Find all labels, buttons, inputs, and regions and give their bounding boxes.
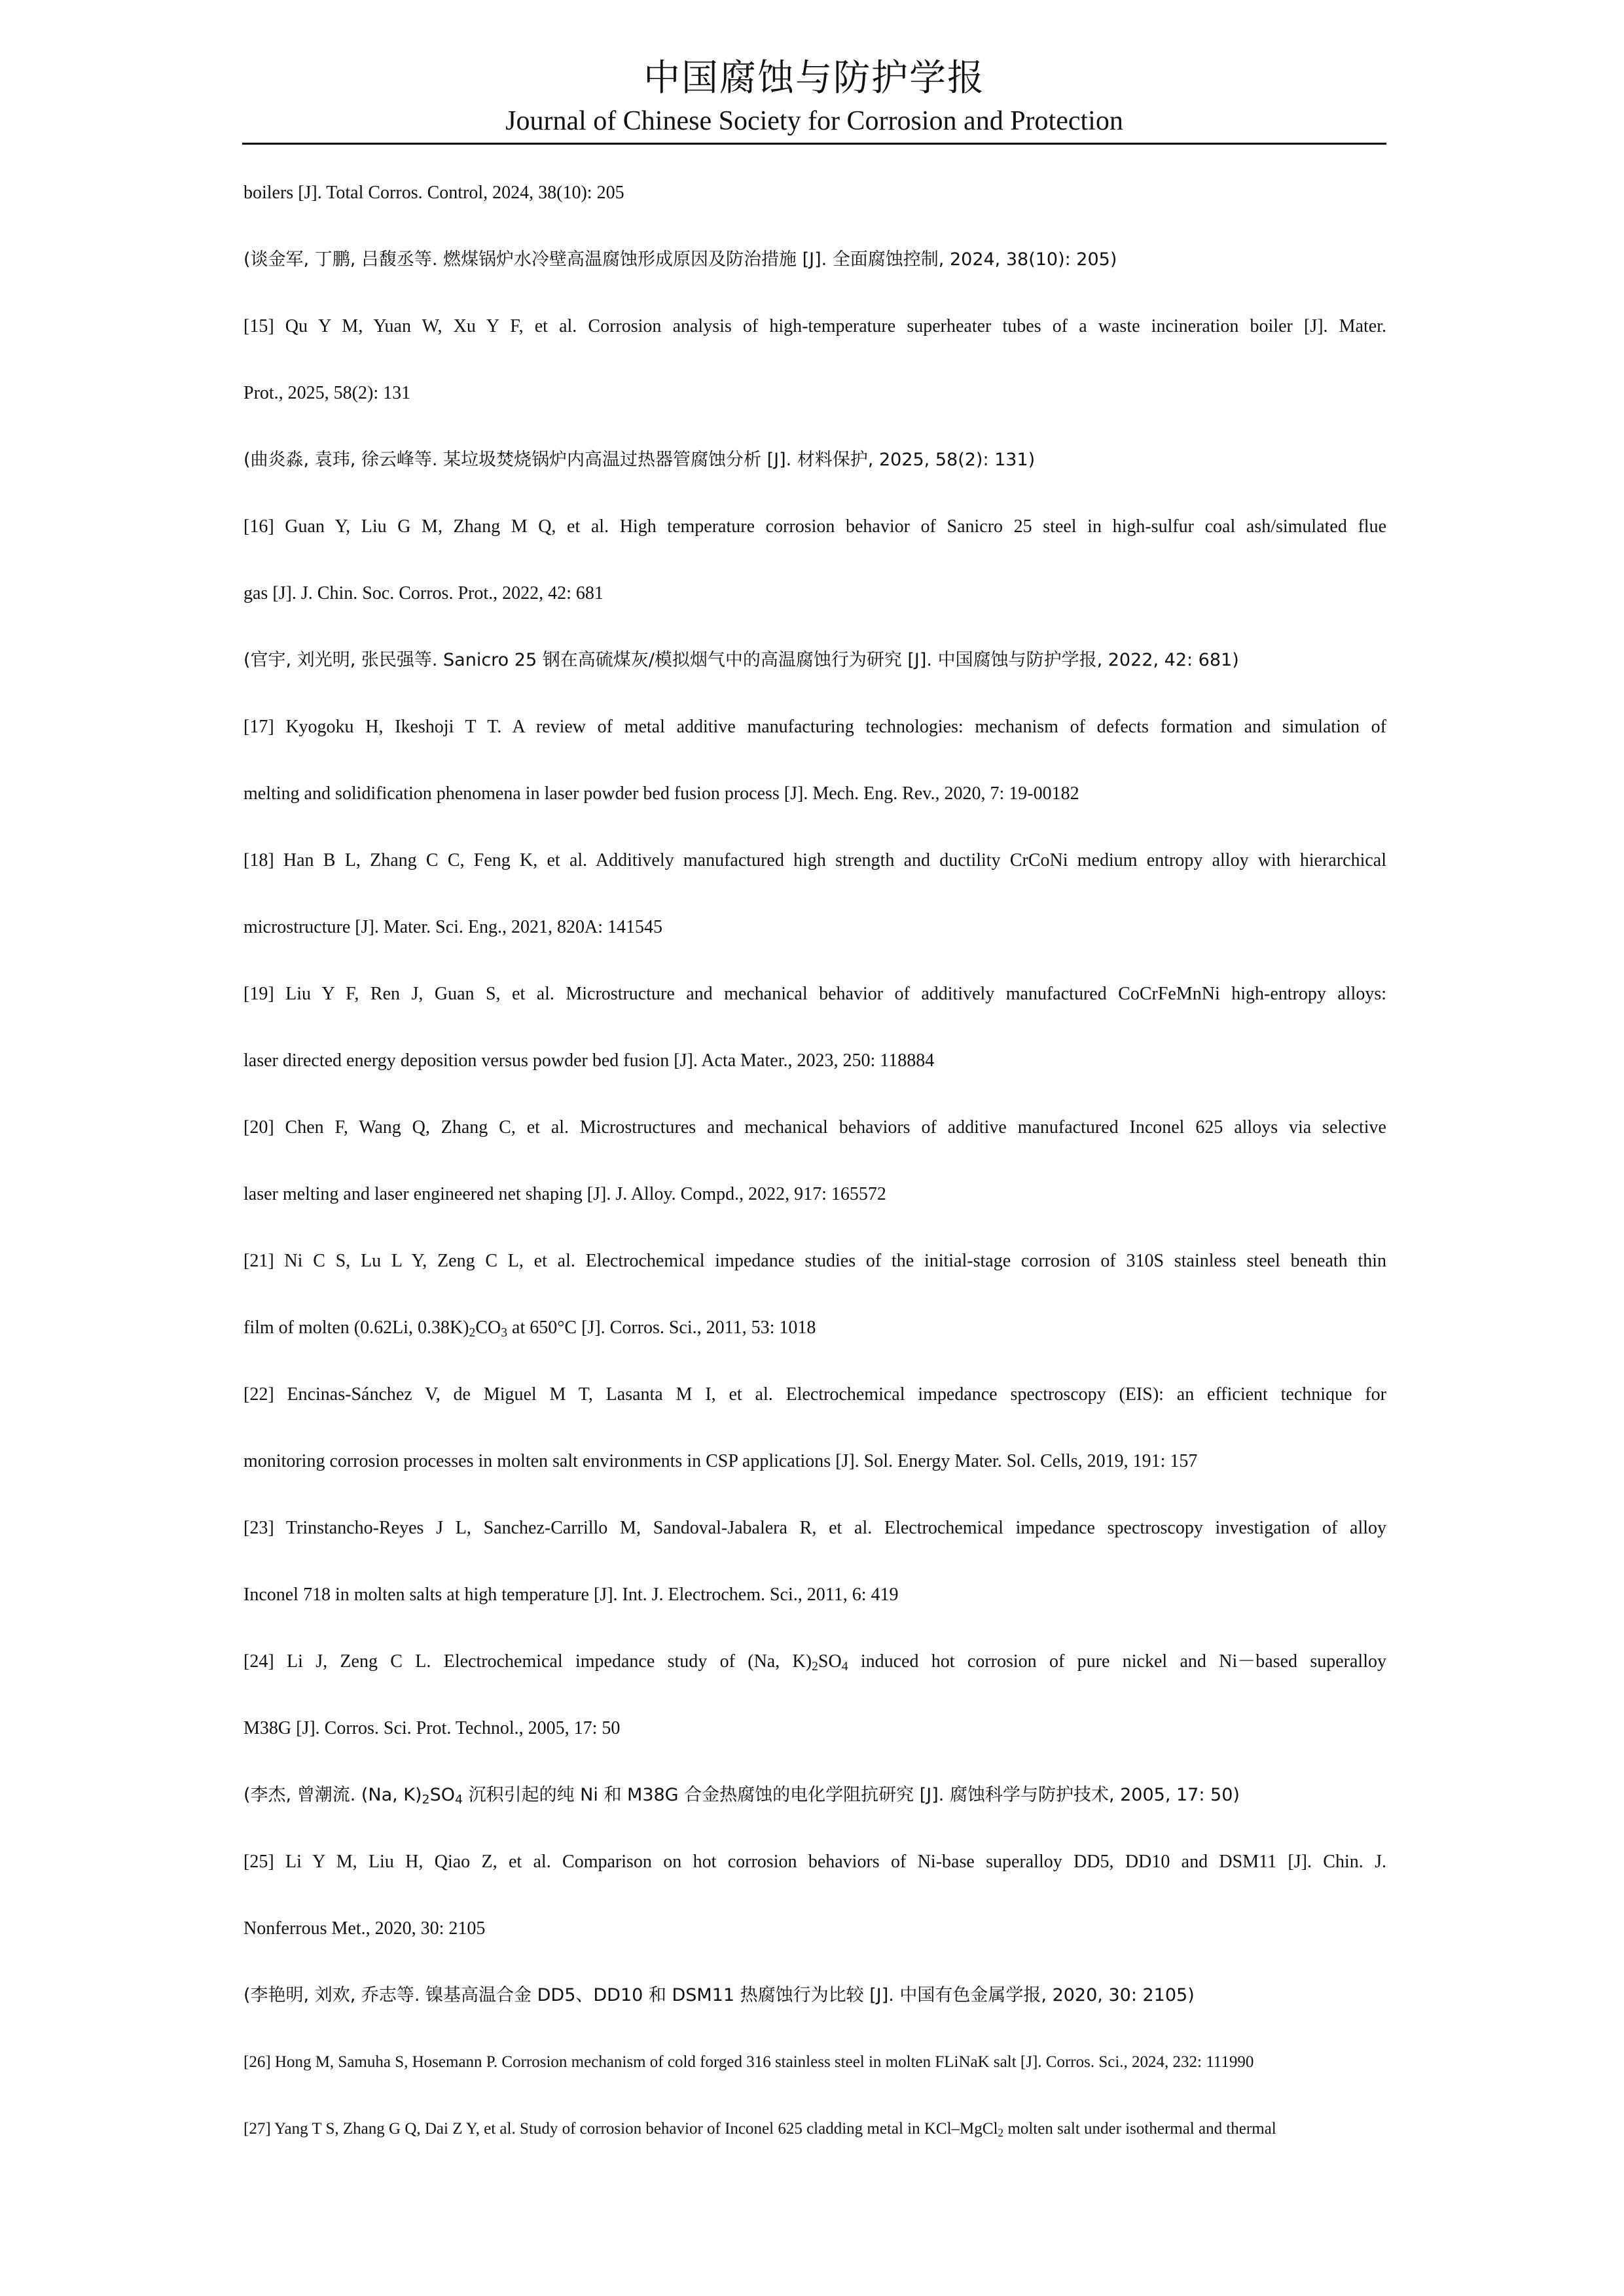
reference-line: laser melting and laser engineered net shaping [J]. J. Alloy. Compd., 2022, 917: 165572 <box>244 1184 886 1204</box>
subscript: 4 <box>841 1659 848 1674</box>
reference-line: [15] Qu Y M, Yuan W, Xu Y F, et al. Corrosion analysis of high-temperature superheater tubes of a waste incineration boiler [J]. Mater. <box>244 316 1386 336</box>
reference-line: (官宇, 刘光明, 张民强等. Sanicro 25 钢在高硫煤灰/模拟烟气中的高温腐蚀行为研究 [J]. 中国腐蚀与防护学报, 2022, 42: 681) <box>244 650 1239 670</box>
text-segment: 沉积引起的纯 Ni 和 M38G 合金热腐蚀的电化学阻抗研究 [J]. 腐蚀科学与防护技术, 2005, 17: 50) <box>463 1785 1240 1805</box>
reference-line: (谈金军, 丁鹏, 吕馥丞等. 燃煤锅炉水冷壁高温腐蚀形成原因及防治措施 [J]. 全面腐蚀控制, 2024, 38(10): 205) <box>244 249 1117 270</box>
reference-line: microstructure [J]. Mater. Sci. Eng., 2021, 820A: 141545 <box>244 917 663 937</box>
reference-line <box>244 2096 1386 2162</box>
reference-line: [22] Encinas-Sánchez V, de Miguel M T, Lasanta M I, et al. Electrochemical impedance spectroscopy (EIS): an efficient technique for <box>244 1384 1386 1405</box>
text-segment: at 650°C [J]. Corros. Sci., 2011, 53: 1018 <box>507 1318 816 1338</box>
reference-line: gas [J]. J. Chin. Soc. Corros. Prot., 2022, 42: 681 <box>244 583 604 603</box>
journal-title-cn: 中国腐蚀与防护学报 <box>643 57 985 99</box>
reference-line: [25] Li Y M, Liu H, Qiao Z, et al. Comparison on hot corrosion behaviors of Ni-base superalloy DD5, DD10 and DSM11 [J]. Chin. J. <box>244 1852 1386 1872</box>
text-segment: [27] Yang T S, Zhang G Q, Dai Z Y, et al. Study of corrosion behavior of Inconel 625 cladding metal in KCl–MgCl <box>244 2120 998 2138</box>
subscript: 2 <box>469 1325 476 1340</box>
reference-line: [23] Trinstancho-Reyes J L, Sanchez-Carrillo M, Sandoval-Jabalera R, et al. Electrochemical impedance spectroscopy investigation of alloy <box>244 1518 1386 1538</box>
subscript: 2 <box>422 1792 430 1807</box>
reference-line: monitoring corrosion processes in molten salt environments in CSP applications [J]. Sol. Energy Mater. Sol. Cells, 2019, 191: 157 <box>244 1451 1198 1471</box>
reference-line: [19] Liu Y F, Ren J, Guan S, et al. Microstructure and mechanical behavior of additively manufactured CoCrFeMnNi high-entropy alloys: <box>244 984 1386 1004</box>
reference-line <box>244 1762 1386 1829</box>
reference-list <box>244 160 1386 2162</box>
text-segment: molten salt under isothermal and thermal <box>1003 2120 1276 2138</box>
text-segment: induced hot corrosion of pure nickel and Ni－based superalloy <box>848 1651 1386 1672</box>
reference-line: (曲炎淼, 袁玮, 徐云峰等. 某垃圾焚烧锅炉内高温过热器管腐蚀分析 [J]. 材料保护, 2025, 58(2): 131) <box>244 450 1036 470</box>
reference-line: (李艳明, 刘欢, 乔志等. 镍基高温合金 DD5、DD10 和 DSM11 热腐蚀行为比较 [J]. 中国有色金属学报, 2020, 30: 2105) <box>244 1985 1195 2005</box>
journal-header <box>242 52 1386 137</box>
reference-line: Prot., 2025, 58(2): 131 <box>244 383 411 403</box>
text-segment: SO <box>429 1785 455 1805</box>
text-segment: SO <box>818 1651 842 1672</box>
reference-line: [20] Chen F, Wang Q, Zhang C, et al. Microstructures and mechanical behaviors of additive manufactured Inconel 625 alloys via selective <box>244 1117 1386 1138</box>
reference-line: [26] Hong M, Samuha S, Hosemann P. Corrosion mechanism of cold forged 316 stainless steel in molten FLiNaK salt [J]. Corros. Sci., 2024, 232: 111990 <box>244 2053 1254 2071</box>
text-segment: CO <box>475 1318 501 1338</box>
subscript: 3 <box>501 1325 508 1340</box>
text-segment: film of molten (0.62Li, 0.38K) <box>244 1318 469 1338</box>
reference-line <box>244 1628 1386 1695</box>
reference-line <box>244 1295 1386 1361</box>
reference-line: M38G [J]. Corros. Sci. Prot. Technol., 2005, 17: 50 <box>244 1718 621 1738</box>
reference-line: [18] Han B L, Zhang C C, Feng K, et al. Additively manufactured high strength and ductility CrCoNi medium entropy alloy with hierarchical <box>244 850 1386 870</box>
reference-line: [16] Guan Y, Liu G M, Zhang M Q, et al. High temperature corrosion behavior of Sanicro 25 steel in high-sulfur coal ash/simulated flue <box>244 516 1386 537</box>
reference-line: [17] Kyogoku H, Ikeshoji T T. A review of metal additive manufacturing technologies: mechanism of defects formation and simulation of <box>244 717 1386 737</box>
header-rule <box>242 143 1386 145</box>
text-segment: (李杰, 曾潮流. (Na, K) <box>244 1785 422 1805</box>
reference-line: [21] Ni C S, Lu L Y, Zeng C L, et al. Electrochemical impedance studies of the initial-stage corrosion of 310S stainless steel beneath thin <box>244 1251 1386 1271</box>
journal-title-en: Journal of Chinese Society for Corrosion and Protection <box>505 106 1123 136</box>
subscript: 4 <box>454 1792 463 1807</box>
text-segment: [24] Li J, Zeng C L. Electrochemical impedance study of (Na, K) <box>244 1651 812 1672</box>
reference-line: Inconel 718 in molten salts at high temperature [J]. Int. J. Electrochem. Sci., 2011, 6: 419 <box>244 1585 899 1605</box>
reference-line: Nonferrous Met., 2020, 30: 2105 <box>244 1918 486 1939</box>
reference-line: boilers [J]. Total Corros. Control, 2024, 38(10): 205 <box>244 183 624 203</box>
subscript: 2 <box>812 1659 818 1674</box>
subscript: 2 <box>998 2126 1004 2140</box>
reference-line: melting and solidification phenomena in laser powder bed fusion process [J]. Mech. Eng. Rev., 2020, 7: 19-00182 <box>244 783 1079 804</box>
reference-line: laser directed energy deposition versus powder bed fusion [J]. Acta Mater., 2023, 250: 118884 <box>244 1050 935 1071</box>
